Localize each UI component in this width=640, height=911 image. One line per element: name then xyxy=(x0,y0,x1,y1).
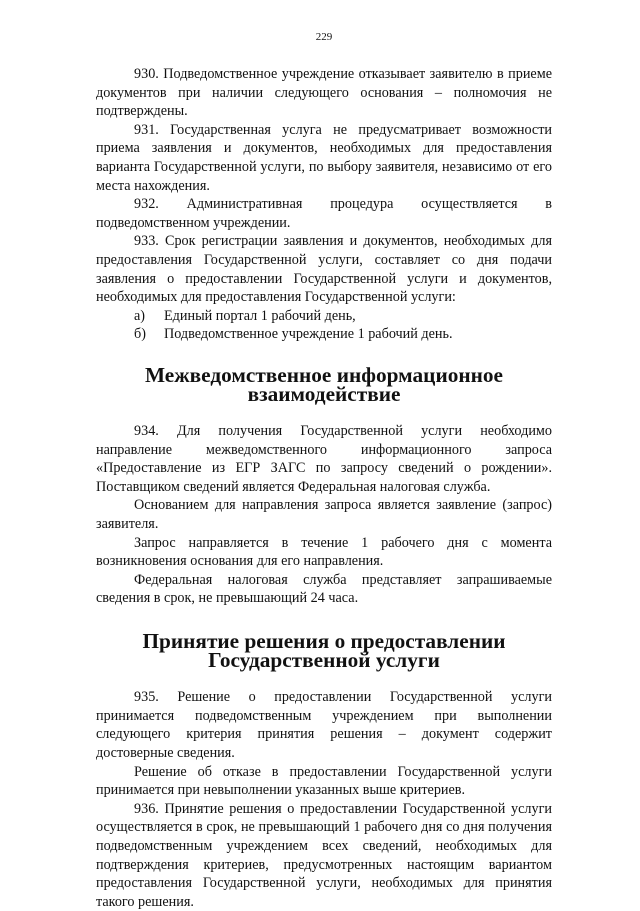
list-item xyxy=(96,307,552,326)
paragraph-request-basis: Основанием для направления запроса является заявление (запрос) заявителя. xyxy=(96,497,552,533)
list-item xyxy=(96,325,552,344)
section-reception xyxy=(96,65,552,344)
paragraph-935: 935. Решение о предоставлении Государственной услуги принимается подведомственным учреждением при выполнении следующего критерия принятия решения – документ содержит достоверные сведения. xyxy=(96,689,552,761)
paragraph-request-timing: Запрос направляется в течение 1 рабочего дня с момента возникновения основания для его направления. xyxy=(96,534,552,570)
list-item-text: Подведомственное учреждение 1 рабочий день. xyxy=(164,326,453,343)
section-interagency xyxy=(96,422,552,608)
list-item-marker: а) xyxy=(134,307,146,324)
paragraph-932: 932. Административная процедура осуществляется в подведомственном учреждении. xyxy=(96,196,552,231)
list-item-marker: б) xyxy=(134,326,146,343)
section-heading-interagency: Межведомственное информационное взаимодействие xyxy=(144,362,504,406)
paragraph-934: 934. Для получения Государственной услуги необходимо направление межведомственного информационного запроса «Предоставление из ЕГР ЗАГС по запросу сведений о рождении». Поставщиком сведений является Федеральная налоговая служба. xyxy=(96,423,552,495)
list-item-text: Единый портал 1 рабочий день, xyxy=(164,307,356,324)
paragraph-refusal: Решение об отказе в предоставлении Государственной услуги принимается при невыполнении указанных выше критериев. xyxy=(96,763,552,799)
section-heading-decision: Принятие решения о предоставлении Государственной услуги xyxy=(142,629,506,672)
paragraph-931: 931. Государственная услуга не предусматривает возможности приема заявления и документов, необходимых для предоставления варианта Государственной услуги, по выбору заявителя, независимо от его места нахождения. xyxy=(96,121,552,194)
paragraph-936: 936. Принятие решения о предоставлении Государственной услуги осуществляется в срок, не превышающий 1 рабочего дня со дня получения подведомственным учреждением всех сведений, необходимых для подтверждения критериев, предусмотренных настоящим вариантом предоставления Государственной услуги, необходимых для принятия такого решения. xyxy=(96,800,552,910)
section-decision xyxy=(96,688,552,911)
document-page xyxy=(96,30,552,911)
paragraph-933: 933. Срок регистрации заявления и документов, необходимых для предоставления Государственной услуги, составляет со дня подачи заявления о предоставлении Государственной услуги и документов, необходимых для предоставления Государственной услуги: xyxy=(96,233,552,306)
page-number: 229 xyxy=(315,31,333,43)
paragraph-response-timing: Федеральная налоговая служба представляет запрашиваемые сведения в срок, не превышающий 24 часа. xyxy=(96,571,552,607)
paragraph-930: 930. Подведомственное учреждение отказывает заявителю в приеме документов при наличии следующего основания – полномочия не подтверждены. xyxy=(96,66,552,120)
